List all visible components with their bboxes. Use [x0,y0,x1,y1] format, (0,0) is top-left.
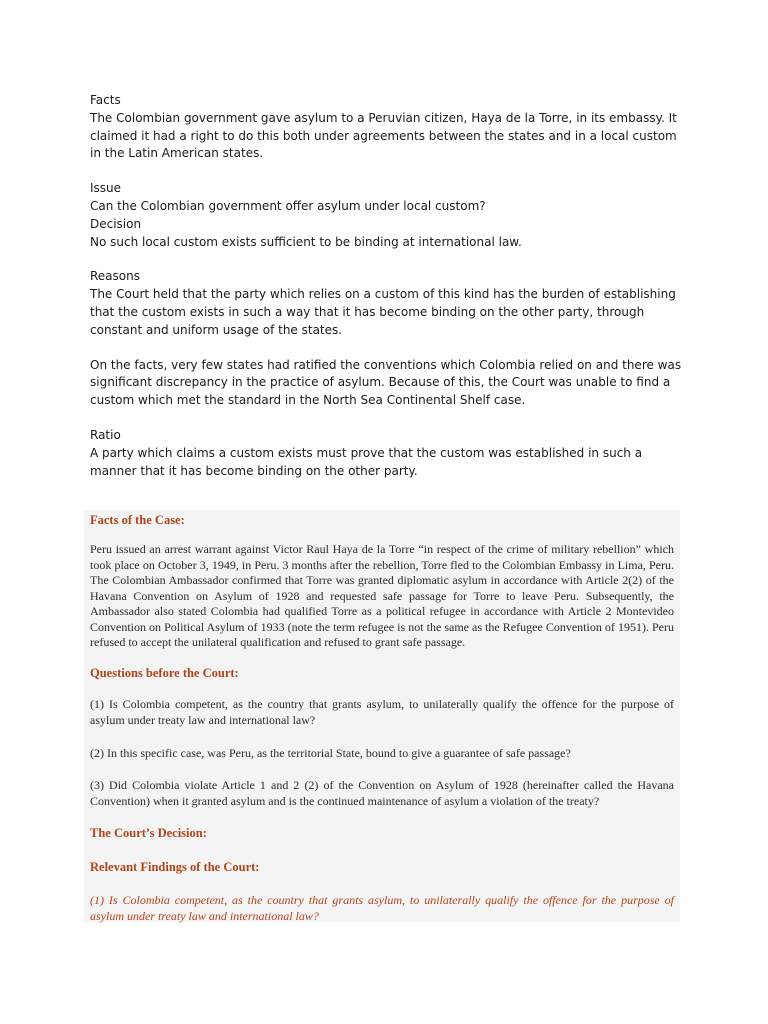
court-decision-heading: The Court’s Decision: [90,826,207,840]
issue-text: Can the Colombian government offer asylum under local custom? [90,198,486,213]
reasons-heading: Reasons [90,269,140,284]
issue-heading: Issue [90,181,122,196]
facts-of-case-text: Peru issued an arrest warrant against Victor Raul Haya de la Torre “in respect of the crime of military rebellion” which took place on October 3, 1949, in Peru. 3 months after the rebellion, Torre fled to the Colombian Embassy in Lima, Peru. The Colombian Ambassador confirmed that Torre was granted diplomatic asylum in accordance with Article 2(2) of the Havana Convention on Asylum of 1928 and requested safe passage for Torre to leave Peru. Subsequently, the Ambassador also stated Colombia had qualified Torre as a political refugee in accordance with Article 2 Montevideo Convention on Political Asylum of 1933 (note the term refugee is not the same as the Refugee Convention of 1951). Peru refused to accept the unilateral qualification and refused to grant safe passage. [90,542,674,649]
facts-text: The Colombian government gave asylum to a Peruvian citizen, Haya de la Torre, in its embassy. It claimed it had a right to do this both under agreements between the states and in a local custom in the Latin American states. [90,110,677,161]
questions-heading: Questions before the Court: [90,666,239,680]
question-2: (2) In this specific case, was Peru, as the territorial State, bound to give a guarantee of safe passage? [90,746,571,760]
case-details-panel [84,510,680,922]
reasons-text-1: The Court held that the party which relies on a custom of this kind has the burden of establishing that the custom exists in such a way that it has become binding on the other party, through constant and uniform usage of the states. [90,287,676,337]
reasons-text-2: On the facts, very few states had ratified the conventions which Colombia relied on and there was significant discrepancy in the practice of asylum. Because of this, the Court was unable to find a custom which met the standard in the North Sea Continental Shelf case. [90,357,682,408]
question-3: (3) Did Colombia violate Article 1 and 2 (2) of the Convention on Asylum of 1928 (hereinafter called the Havana Convention) when it granted asylum and is the continued maintenance of asylum a violation of the treaty? [90,778,674,808]
question-1: (1) Is Colombia competent, as the country that grants asylum, to unilaterally qualify the offence for the purpose of asylum under treaty law and international law? [90,697,674,727]
ratio-heading: Ratio [90,427,121,442]
decision-heading: Decision [90,216,142,231]
facts-heading: Facts [90,93,121,107]
facts-of-case-heading: Facts of the Case: [90,513,185,527]
finding-question-1: (1) Is Colombia competent, as the country that grants asylum, to unilaterally qualify the offence for the purpose of asylum under treaty law and international law? [90,893,674,923]
case-summary [90,92,682,480]
findings-heading: Relevant Findings of the Court: [90,860,260,874]
decision-text: No such local custom exists sufficient to be binding at international law. [90,234,522,249]
ratio-text: A party which claims a custom exists must prove that the custom was established in such a manner that it has become binding on the other party. [90,445,643,478]
